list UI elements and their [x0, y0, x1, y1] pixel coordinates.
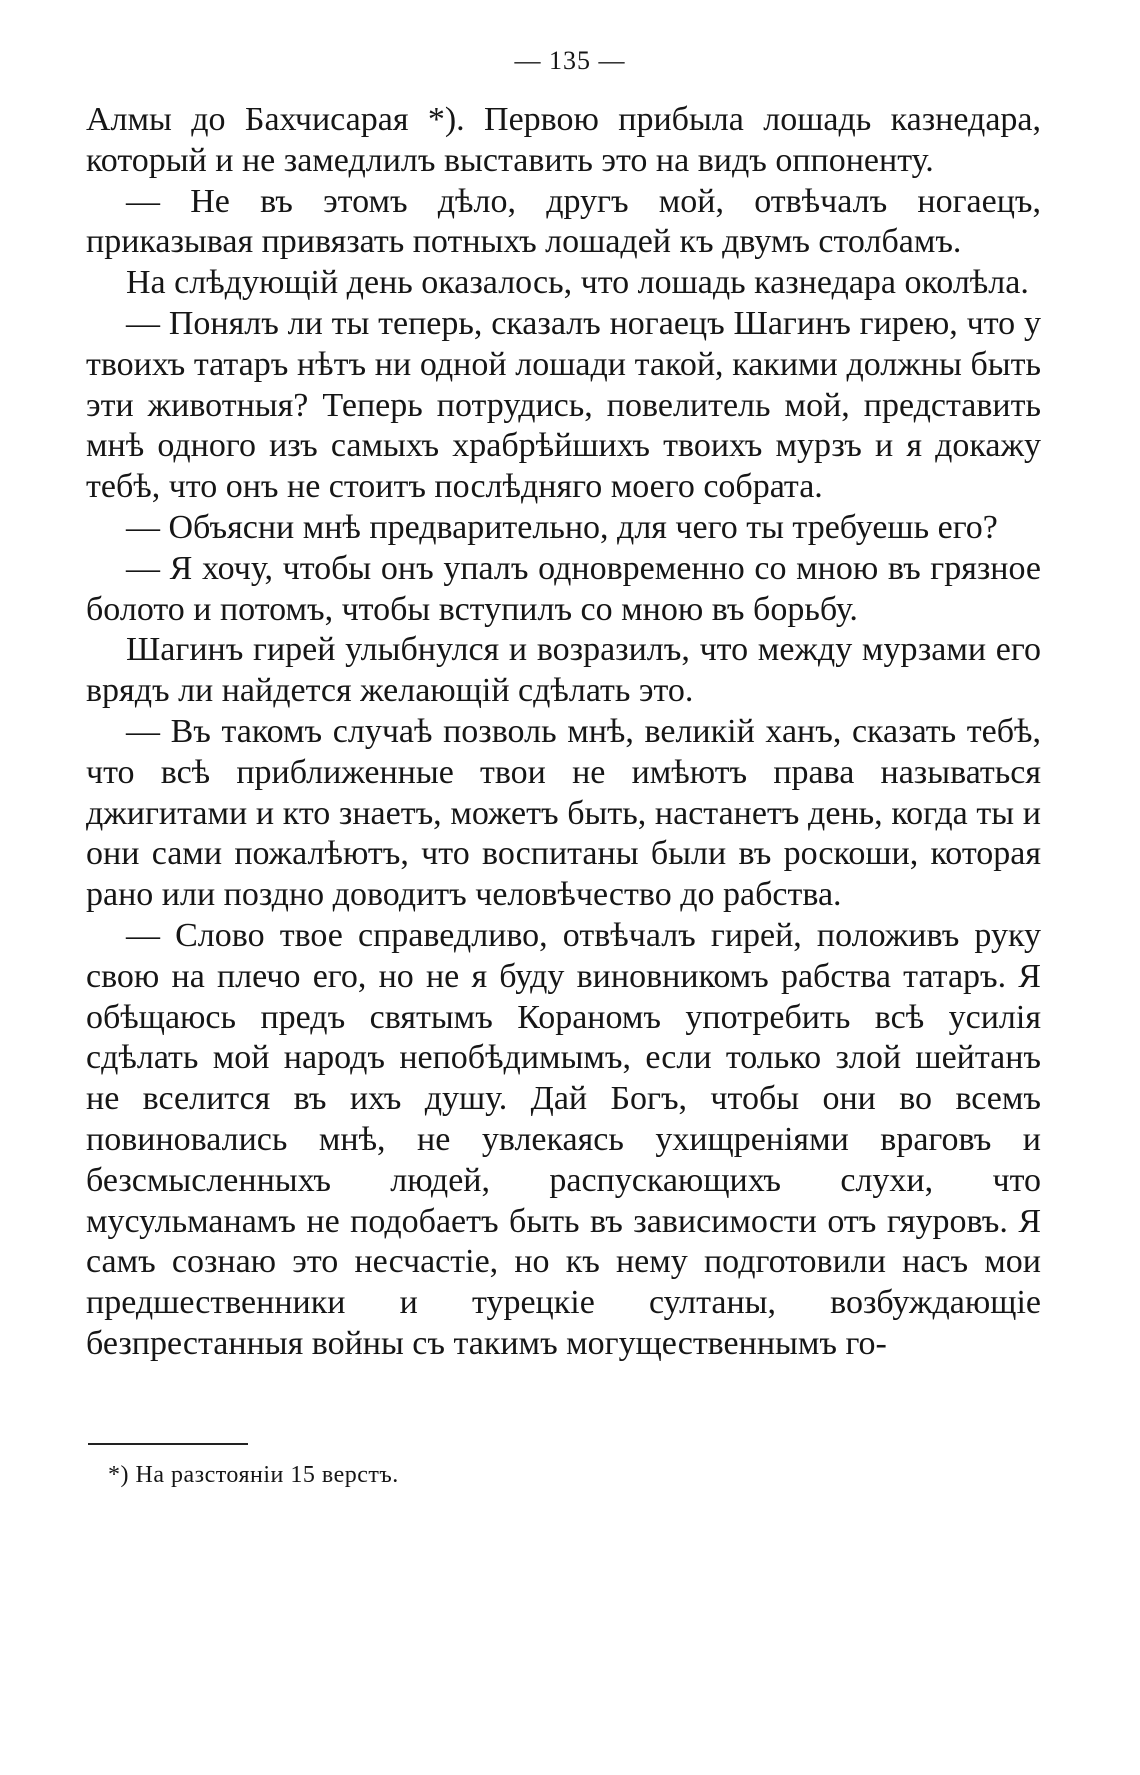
paragraph: — Въ такомъ случаѣ позволь мнѣ, великій ханъ, сказать тебѣ, что всѣ приближенные твои не имѣютъ права называться джигитами и кто знаетъ, можетъ быть, настанетъ день, когда ты и они сами пожалѣютъ, что воспитаны были въ роскоши, которая рано или поздно доводитъ человѣчество до рабства.: [86, 712, 1041, 914]
paragraph: — Не въ этомъ дѣло, другъ мой, отвѣчалъ ногаецъ, приказывая привязать потныхъ лошадей къ двумъ столбамъ.: [86, 182, 1041, 261]
paragraph: — Объясни мнѣ предварительно, для чего ты требуешь его?: [126, 508, 998, 546]
paragraph: — Понялъ ли ты теперь, сказалъ ногаецъ Шагинъ гирею, что у твоихъ татаръ нѣтъ ни одной лошади такой, какими должны быть эти животныя? Теперь потрудись, повелитель мой, представить мнѣ одного изъ самыхъ храбрѣйшихъ твоихъ мурзъ и я докажу тебѣ, что онъ не стоитъ послѣдняго моего собрата.: [86, 304, 1041, 506]
paragraph: — Слово твое справедливо, отвѣчалъ гирей, положивъ руку свою на плечо его, но не я буду виновникомъ рабства татаръ. Я обѣщаюсь предъ святымъ Кораномъ употребить всѣ усилія сдѣлать мой народъ непобѣдимымъ, если только злой шейтанъ не вселится въ ихъ душу. Дай Богъ, чтобы они во всемъ повиновались мнѣ, не увлекаясь ухищреніями враговъ и безсмысленныхъ людей, распускающихъ слухи, что мусульманамъ не подобаетъ быть въ зависимости отъ гяуровъ. Я самъ сознаю это несчастіе, но къ нему подготовили насъ мои предшественники и турецкіе султаны, возбуждающіе безпрестанныя войны съ такимъ могущественнымъ го-: [86, 916, 1041, 1362]
paragraph: На слѣдующій день оказалось, что лошадь казнедара околѣла.: [126, 264, 1029, 302]
paragraph: Алмы до Бахчисарая *). Первою прибыла лошадь казнедара, который и не замедлилъ выставить это на видъ оппоненту.: [86, 101, 1041, 179]
footnote-divider: [88, 1443, 248, 1445]
page-number: — 135 —: [514, 46, 626, 75]
footnote: *) На разстояніи 15 верстъ.: [108, 1462, 399, 1488]
paragraph: Шагинъ гирей улыбнулся и возразилъ, что между мурзами его врядъ ли найдется желающій сдѣлать это.: [86, 631, 1041, 710]
body-text: [86, 100, 1041, 1365]
paragraph: — Я хочу, чтобы онъ упалъ одновременно со мною въ грязное болото и потомъ, чтобы вступилъ со мною въ борьбу.: [86, 549, 1041, 628]
